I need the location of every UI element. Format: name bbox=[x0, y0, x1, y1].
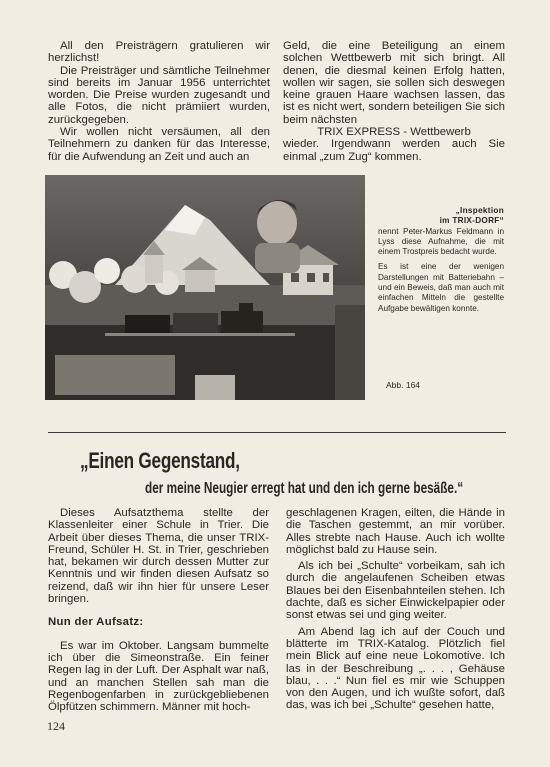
top-right-column bbox=[283, 40, 505, 163]
paragraph-essay-start: Es war im Oktober. Langsam bummelte ich über die Simeonstraße. Ein feiner Regen lag in der Luft. Der Asphalt war naß, und an manchen Stellen sah man die Regenbogenfarben in zurückgebliebenen Ölpfützen schimmern. Männer mit hoch- bbox=[48, 639, 269, 714]
article-headline: „Einen Gegenstand, bbox=[80, 448, 240, 473]
paragraph-encouragement-end: wieder. Irgendwann werden auch Sie einmal „zum Zug“ kommen. bbox=[283, 138, 505, 163]
page-number: 124 bbox=[47, 719, 65, 733]
photo-caption bbox=[378, 206, 504, 314]
paragraph-catalog: Am Abend lag ich auf der Couch und blätterte im TRIX-Katalog. Plötzlich fiel mein Blick auf eine neue Lokomotive. Ich las in der Beschreibung „. . . , Gehäuse blau, . . .“ Nun fiel es mir wie Schuppen von den Augen, und ich wußte sofort, daß das, was ich bei „Schulte“ gesehen hatte, bbox=[286, 625, 505, 712]
paragraph-winners-notified: Die Preisträger und sämtliche Teilnehmer sind bereits im Januar 1956 unterrichtet worden. Die Preise wurden zugesandt und alle Fotos, die nicht prämiiert wurden, zurückgegeben. bbox=[48, 64, 270, 126]
model-railway-illustration bbox=[45, 175, 365, 400]
paragraph-intro: Dieses Aufsatzthema stellte der Klassenleiter einer Schule in Trier. Die Arbeit über dieses Thema, die unser TRIX-Freund, Schüler H. St. in Trier, geschrieben hat, bekamen wir durch dessen Mutter zur Kenntnis und wir finden diesen Aufsatz so reizend, daß wir ihn hier für unsere Leser bringen. bbox=[48, 507, 269, 606]
bottom-right-column bbox=[286, 507, 505, 712]
caption-title-line1: „Inspektion bbox=[455, 206, 504, 215]
caption-text-credit: nennt Peter-Markus Feldmann in Lyss diese Aufnahme, die mit einem Trostpreis bedacht wurde. bbox=[378, 226, 504, 257]
caption-title-line2: im TRIX-DORF“ bbox=[439, 216, 504, 226]
contest-name: TRIX EXPRESS - Wettbewerb bbox=[317, 126, 471, 139]
layout-photo bbox=[45, 175, 365, 400]
paragraph-schulte: Als ich bei „Schulte“ vorbeikam, sah ich durch die angelaufenen Scheiben etwas Blaues bei den Eisenbahnteilen stehen. Ich dachte, daß es sicher Einwickelpapier oder sonst etwas sei und ging weiter. bbox=[286, 560, 505, 622]
section-divider bbox=[48, 432, 506, 433]
caption-text-note: Es ist eine der wenigen Darstellungen mit Batteriebahn – und ein Beweis, daß man auch mit einfachen Mitteln die gestellte Aufgabe bewältigen konnte. bbox=[378, 262, 504, 313]
article-subheadline: der meine Neugier erregt hat und den ich gerne besäße.“ bbox=[145, 480, 464, 497]
paragraph-essay-cont: geschlagenen Kragen, eilten, die Hände in die Taschen gestemmt, an mir vorüber. Alles strebte nach Hause. Auch ich wollte möglichst bald zu Hause sein. bbox=[286, 507, 505, 556]
paragraph-thanks: Wir wollen nicht versäumen, all den Teilnehmern zu danken für das Interesse, für die Aufwendung an Zeit und auch an bbox=[48, 126, 270, 163]
paragraph-congratulations: All den Preisträgern gratulieren wir herzlichst! bbox=[48, 40, 270, 65]
paragraph-encouragement: Geld, die eine Beteiligung an einem solchen Wettbewerb mit sich bringt. All denen, die diesmal keinen Erfolg hatten, wollen wir sagen, sie sollen sich deswegen keine grauen Haare wachsen lassen, das ist es nicht wert, sondern beteiligen Sie sich beim nächsten bbox=[283, 40, 505, 126]
top-left-column bbox=[48, 40, 270, 163]
figure-label: Abb. 164 bbox=[386, 380, 421, 390]
section-heading: Nun der Aufsatz: bbox=[48, 616, 144, 629]
bottom-left-column bbox=[48, 507, 269, 713]
